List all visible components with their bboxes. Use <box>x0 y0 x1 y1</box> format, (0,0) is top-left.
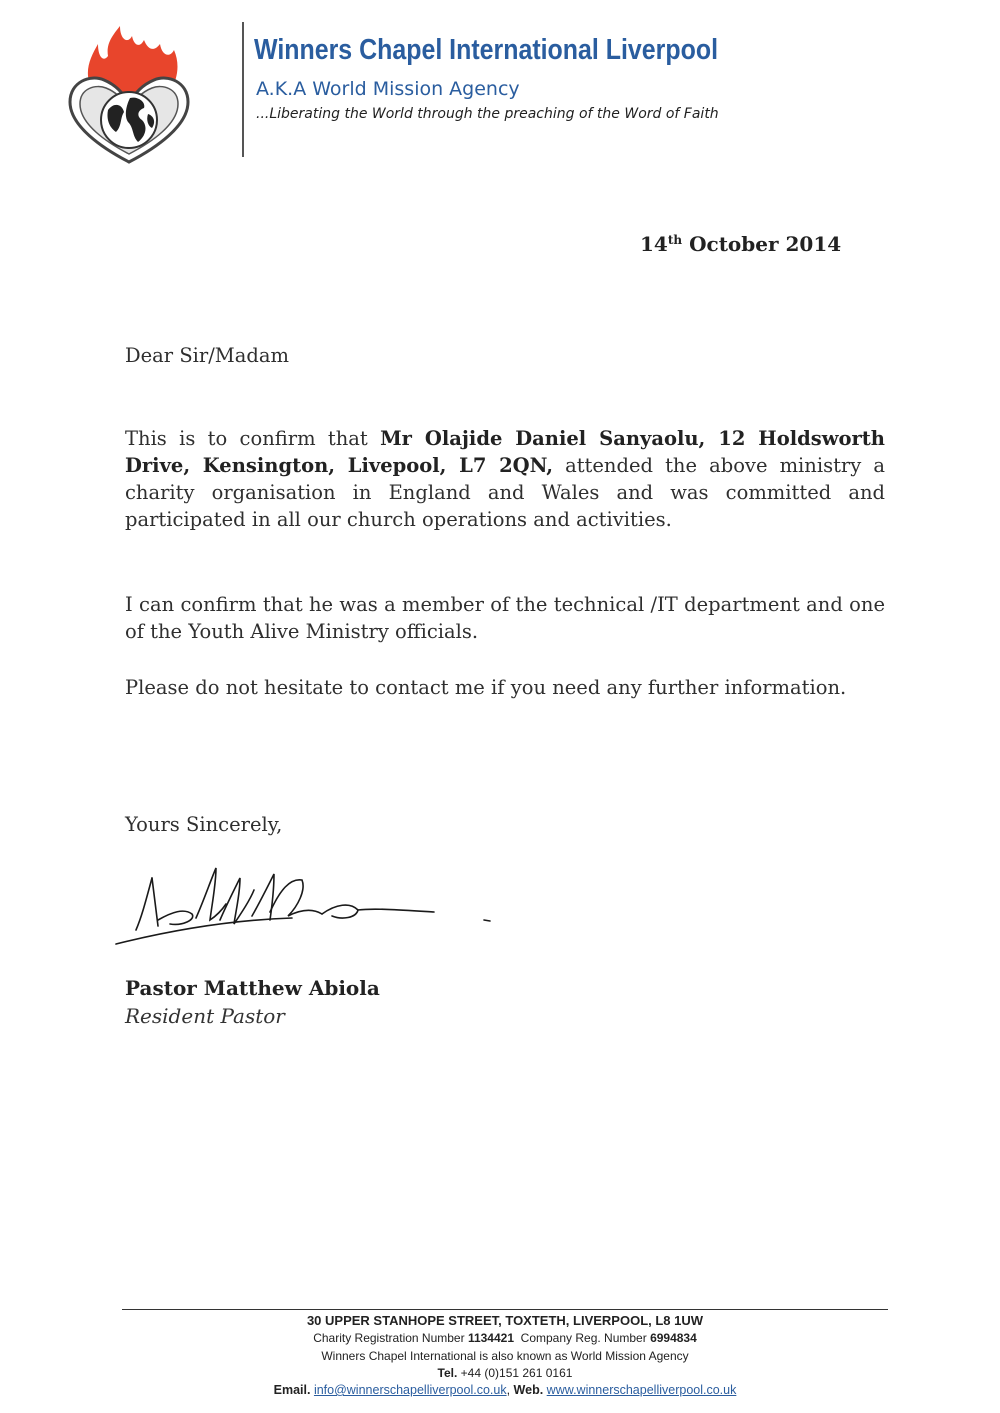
signer-title: Resident Pastor <box>125 1004 285 1028</box>
web-label: Web. <box>513 1383 544 1397</box>
church-logo-icon <box>62 22 197 167</box>
paragraph-confirmation <box>125 425 885 533</box>
header-divider <box>242 22 244 157</box>
tel-number: +44 (0)151 261 0161 <box>457 1366 573 1380</box>
footer-address: 30 UPPER STANHOPE STREET, TOXTETH, LIVERPOOL, L8 1UW <box>306 1313 704 1328</box>
charity-number: 1134421 <box>467 1331 514 1345</box>
web-link[interactable]: www.winnerschapelliverpool.co.uk <box>546 1383 737 1397</box>
company-number: 6994834 <box>650 1331 697 1345</box>
signature-icon <box>112 860 502 950</box>
date-suffix: th <box>667 233 683 247</box>
organisation-name: Winners Chapel International Liverpool <box>254 34 718 66</box>
footer-aka: Winners Chapel International is also known as World Mission Agency <box>321 1349 689 1363</box>
date-day: 14 <box>640 232 668 256</box>
email-label: Email. <box>273 1383 311 1397</box>
signer-name: Pastor Matthew Abiola <box>125 976 380 1000</box>
organisation-aka: A.K.A World Mission Agency <box>256 78 520 100</box>
paragraph-contact: Please do not hesitate to contact me if you need any further information. <box>125 676 847 699</box>
p1-tail: attended the above ministry a charity organisation in England and Wales and was committed and participated in all our church operations and activities. <box>125 454 885 531</box>
date-month-year: October 2014 <box>689 232 842 256</box>
member-name-address: Mr Olajide Daniel Sanyaolu, 12 Holdsworth Drive, Kensington, Livepool, L7 2QN, <box>125 427 885 477</box>
footer-telephone <box>122 1366 888 1380</box>
p1-lead: This is to confirm that <box>125 427 381 450</box>
charity-label: Charity Registration Number <box>313 1331 468 1345</box>
footer-contact: Email. info@winnerschapelliverpool.co.uk, Web. www.winnerschapelliverpool.co.uk <box>273 1383 737 1397</box>
organisation-tagline: ...Liberating the World through the preaching of the Word of Faith <box>256 106 719 122</box>
closing: Yours Sincerely, <box>125 813 283 836</box>
letter-date <box>640 232 841 256</box>
paragraph-department: I can confirm that he was a member of the technical /IT department and one of the Youth Alive Ministry officials. <box>125 593 885 643</box>
company-label: Company Reg. Number <box>514 1331 651 1345</box>
salutation: Dear Sir/Madam <box>125 344 289 367</box>
footer-divider <box>122 1309 888 1310</box>
tel-label: Tel. <box>437 1366 458 1380</box>
email-link[interactable]: info@winnerschapelliverpool.co.uk <box>313 1383 507 1397</box>
footer-registration <box>122 1331 888 1345</box>
